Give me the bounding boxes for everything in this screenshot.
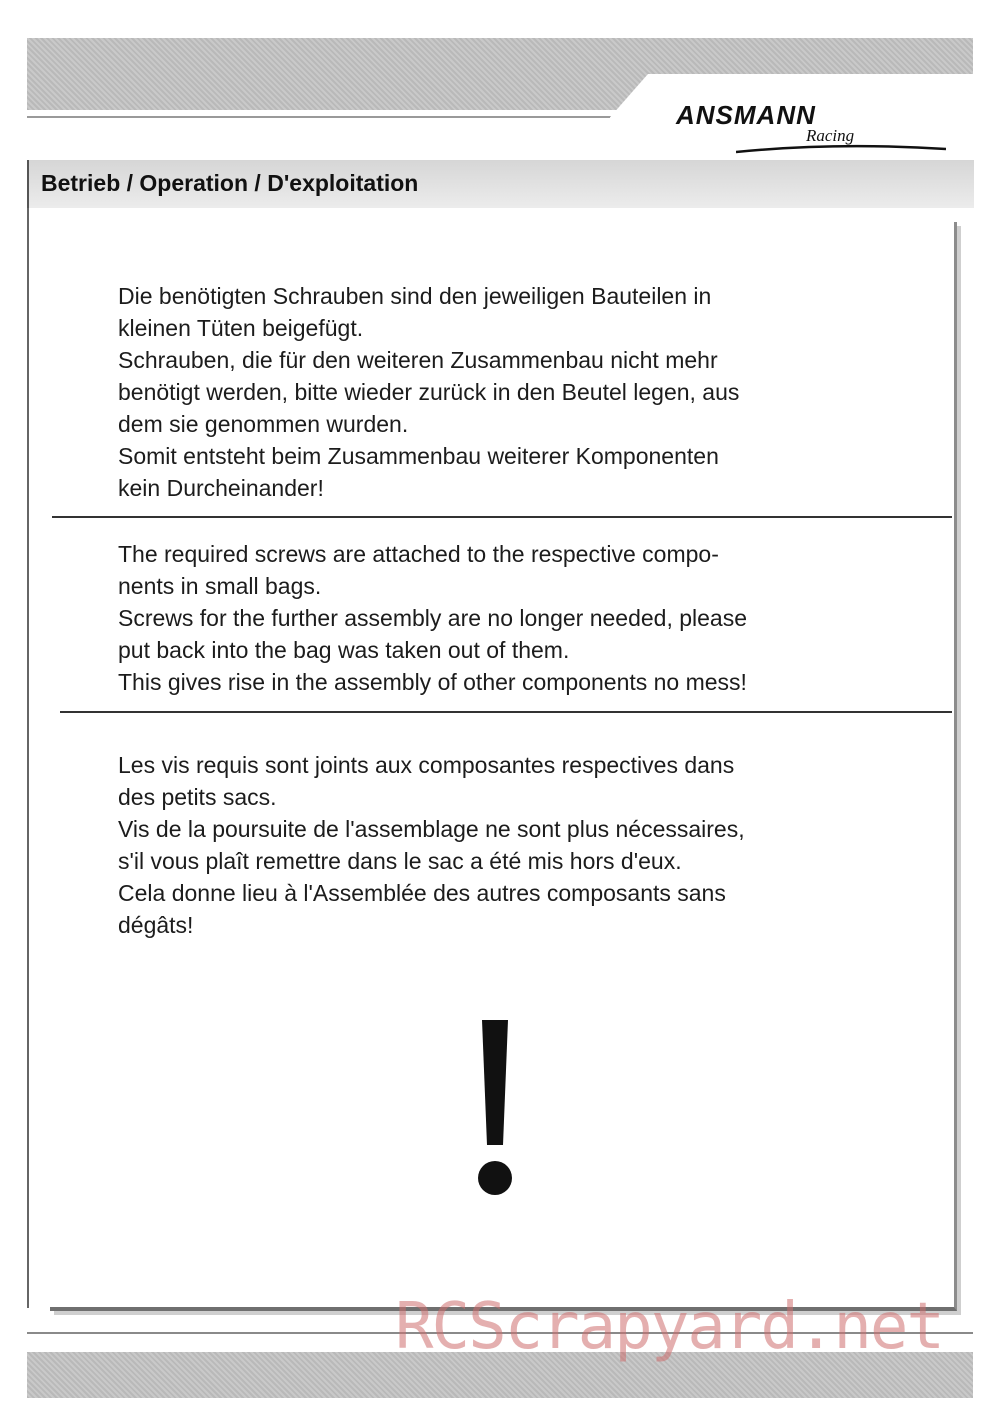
text-line: Die benötigten Schrauben sind den jeweiligen Bauteilen in	[118, 283, 712, 309]
text-line: dégâts!	[118, 912, 194, 938]
text-line: Les vis requis sont joints aux composantes respectives dans	[118, 752, 735, 778]
section-divider	[60, 711, 952, 713]
section-header	[27, 160, 974, 208]
ansmann-racing-logo	[676, 100, 926, 156]
text-line: kleinen Tüten beigefügt.	[118, 315, 364, 341]
text-line: This gives rise in the assembly of other components no mess!	[118, 669, 747, 695]
text-line: des petits sacs.	[118, 784, 277, 810]
left-border	[27, 208, 29, 1308]
text-line: put back into the bag was taken out of them.	[118, 637, 570, 663]
text-line: s'il vous plaît remettre dans le sac a été mis hors d'eux.	[118, 848, 682, 874]
english-paragraph	[118, 538, 878, 698]
german-paragraph	[118, 280, 878, 504]
text-line: Schrauben, die für den weiteren Zusammenbau nicht mehr	[118, 347, 718, 373]
french-paragraph	[118, 749, 878, 941]
logo-swoosh-icon	[736, 144, 946, 154]
section-divider	[52, 516, 952, 518]
logo-subtext: Racing	[806, 126, 855, 145]
watermark-text: RCScrapyard.net	[395, 1290, 943, 1364]
text-line: nents in small bags.	[118, 573, 322, 599]
exclamation-mark-icon	[470, 1020, 520, 1200]
text-line: Somit entsteht beim Zusammenbau weiterer Komponenten	[118, 443, 719, 469]
text-line: Vis de la poursuite de l'assemblage ne sont plus nécessaires,	[118, 816, 745, 842]
top-rule	[27, 116, 617, 118]
text-line: dem sie genommen wurden.	[118, 411, 409, 437]
text-line: kein Durcheinander!	[118, 475, 324, 501]
logo-text: ANSMANN	[676, 100, 816, 130]
text-line: benötigt werden, bitte wieder zurück in den Beutel legen, aus	[118, 379, 740, 405]
text-line: Screws for the further assembly are no longer needed, please	[118, 605, 748, 631]
text-line: The required screws are attached to the respective compo-	[118, 541, 719, 567]
page-title: Betrieb / Operation / D'exploitation	[41, 170, 419, 196]
text-line: Cela donne lieu à l'Assemblée des autres composants sans	[118, 880, 726, 906]
